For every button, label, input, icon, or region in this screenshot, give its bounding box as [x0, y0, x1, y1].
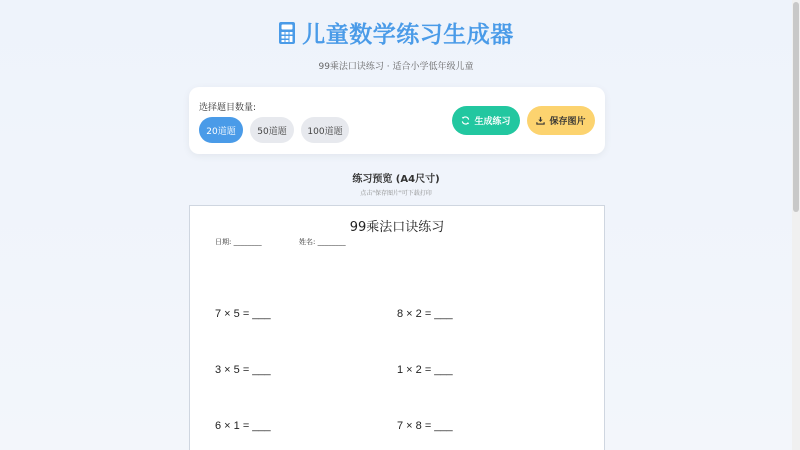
- page-subtitle: 99乘法口诀练习 · 适合小学低年级儿童: [318, 62, 474, 72]
- count-50-button[interactable]: 50道题: [250, 117, 294, 143]
- count-20-button[interactable]: 20道题: [199, 117, 243, 143]
- title-text: 儿童数学练习生成器: [302, 22, 514, 48]
- generate-button-label: 生成练习: [474, 117, 511, 127]
- name-field: 姓名: ________: [299, 238, 346, 246]
- problem-item: 1 × 2 = ___: [397, 364, 453, 376]
- count-100-button[interactable]: 100道题: [301, 117, 349, 143]
- calculator-icon: [278, 21, 296, 45]
- page-header: [0, 16, 792, 72]
- control-panel: [189, 87, 605, 154]
- save-image-button[interactable]: [527, 106, 595, 135]
- preview-hint: 点击"保存图片"可下载打印: [360, 190, 432, 197]
- worksheet-preview: [189, 205, 605, 450]
- problem-item: 3 × 5 = ___: [215, 364, 271, 376]
- count-selector-label: 选择题目数量:: [199, 103, 257, 113]
- worksheet-title: 99乘法口诀练习: [349, 220, 445, 235]
- page-title: [278, 16, 514, 49]
- problem-item: 7 × 8 = ___: [397, 420, 453, 432]
- download-icon: [536, 116, 545, 125]
- scrollbar-thumb[interactable]: [793, 2, 799, 212]
- generate-button[interactable]: [452, 106, 520, 135]
- refresh-icon: [461, 116, 470, 125]
- problem-item: 6 × 1 = ___: [215, 420, 271, 432]
- preview-header: [0, 170, 792, 197]
- save-button-label: 保存图片: [549, 117, 586, 127]
- preview-title: 练习预览 (A4尺寸): [352, 174, 440, 185]
- date-field: 日期: ________: [215, 238, 262, 246]
- page-scrollbar[interactable]: [792, 0, 800, 450]
- problem-item: 8 × 2 = ___: [397, 308, 453, 320]
- problem-item: 7 × 5 = ___: [215, 308, 271, 320]
